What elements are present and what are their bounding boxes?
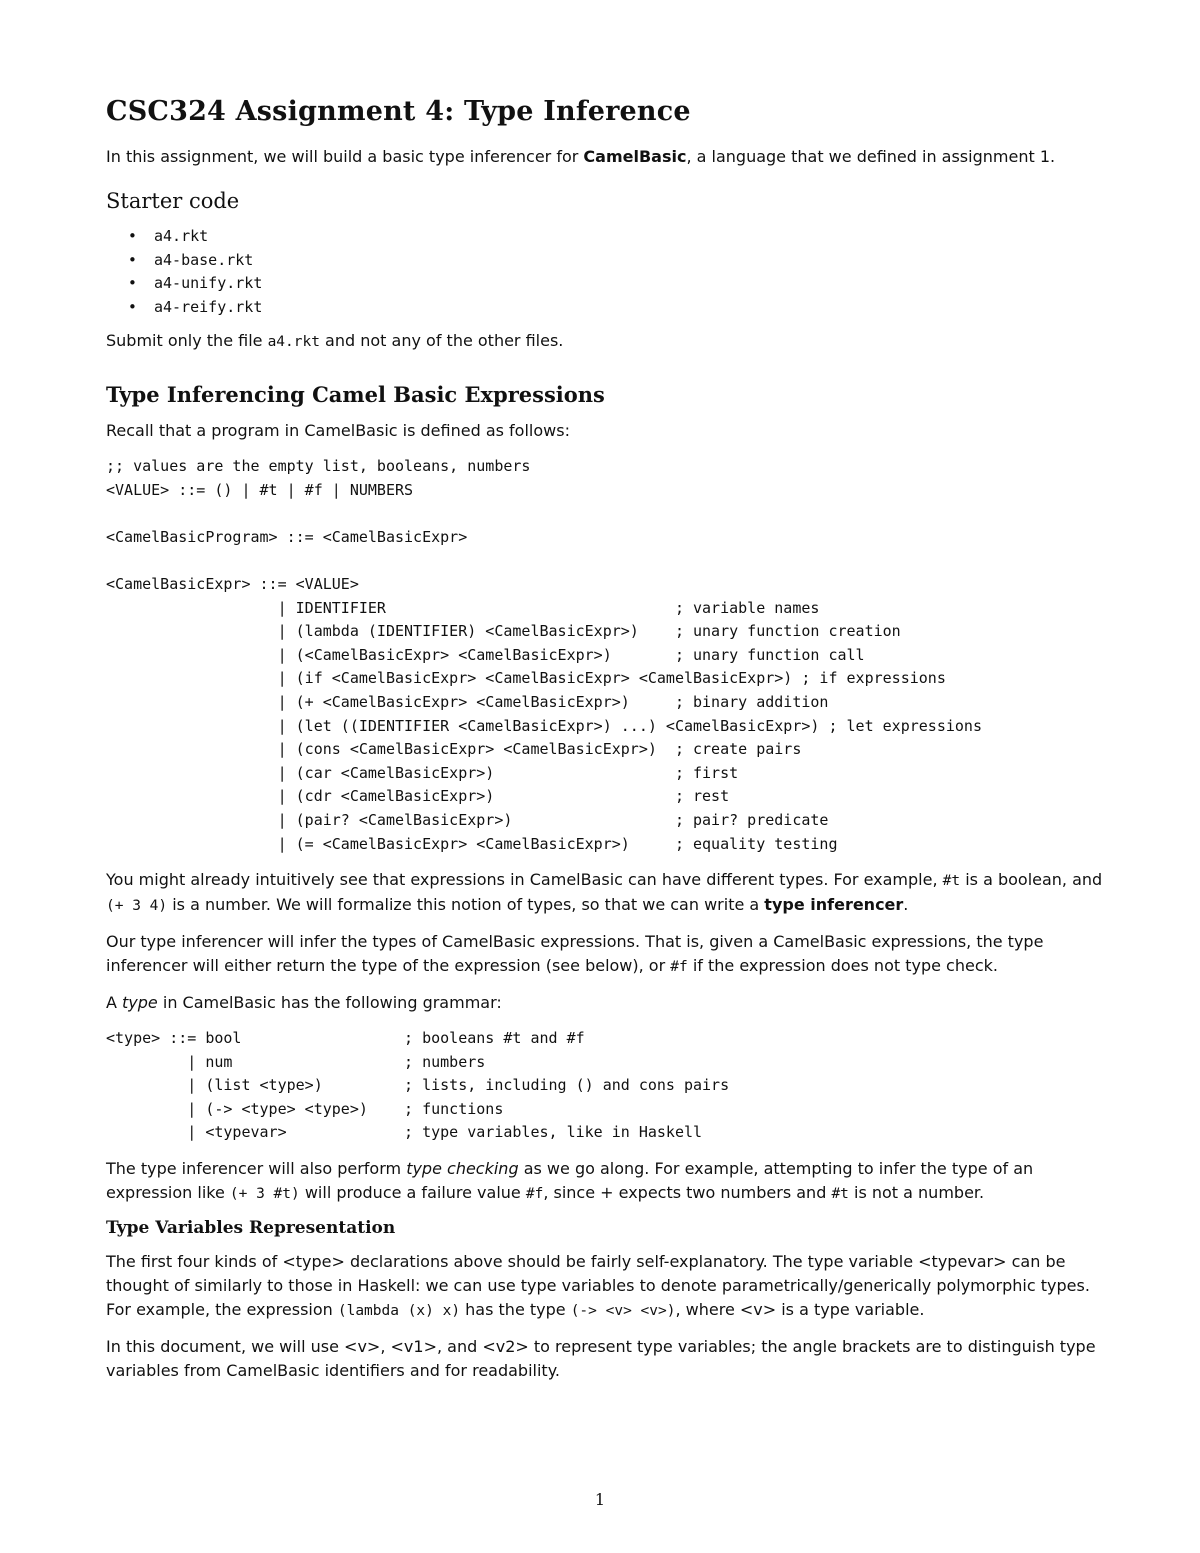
submit-instructions — [106, 329, 1106, 354]
starter-file-item — [106, 296, 1106, 320]
text-span: You might already intuitively see that expressions in CamelBasic can have different types. For example, — [106, 870, 943, 890]
starter-file-name: a4-base.rkt — [154, 250, 254, 269]
page-title: CSC324 Assignment 4: Type Inference — [106, 96, 691, 127]
text-span: will produce a failure value — [299, 1183, 526, 1203]
inline-code: (+ 3 4) — [106, 898, 168, 915]
inline-code: (+ 3 #t) — [229, 1186, 300, 1203]
submit-text-start: Submit only the file — [106, 331, 268, 350]
text-span: The first four kinds of <type> declarations above should be fairly self-explanatory. The type variable <typevar> can be thought of similarly to those in Haskell: we can use type variables to denote parametrically/generically polymorphic types. For example, the expression — [106, 1252, 1090, 1320]
inline-code: #f — [670, 959, 688, 976]
bullet-icon: • — [128, 250, 137, 269]
inline-code: #f — [525, 1186, 544, 1203]
starter-file-item — [106, 225, 1106, 249]
italic-term: type — [122, 993, 158, 1013]
inline-code: #t — [942, 873, 961, 890]
intro-language-name: CamelBasic — [583, 147, 687, 166]
text-span: , where <v> is a type variable. — [675, 1300, 925, 1320]
type-variables-paragraph — [106, 1250, 1106, 1323]
intro-text-end: , a language that we defined in assignment 1. — [686, 147, 1056, 166]
starter-file-item — [106, 249, 1106, 273]
starter-code-heading: Starter code — [106, 189, 240, 213]
text-span: if the expression does not type check. — [687, 956, 998, 976]
inferencer-paragraph — [106, 930, 1106, 979]
bullet-icon: • — [128, 227, 137, 245]
recall-paragraph: Recall that a program in CamelBasic is defined as follows: — [106, 421, 570, 440]
subsection-heading: Type Variables Representation — [106, 1218, 396, 1239]
text-span: Our type inferencer will infer the types of CamelBasic expressions. That is, given a CamelBasic expressions, the type inferencer will either return the type of the expression (see below), or — [106, 932, 1044, 976]
starter-file-item — [106, 272, 1106, 296]
document-page — [106, 96, 1106, 1395]
intro-text-start: In this assignment, we will build a basic type inferencer for — [106, 147, 584, 166]
submit-text-end: and not any of the other files. — [319, 331, 564, 350]
bullet-icon: • — [128, 274, 137, 292]
starter-files-list — [106, 225, 1106, 319]
type-variables-notation-paragraph: In this document, we will use <v>, <v1>, and <v2> to represent type variables; the angle brackets are to distinguish type variables from CamelBasic identifiers and for readability. — [106, 1337, 1096, 1381]
starter-file-name: a4-reify.rkt — [154, 297, 263, 316]
type-grammar-intro — [106, 991, 1106, 1015]
text-span: The type inferencer will also perform — [106, 1159, 407, 1179]
types-intro-paragraph — [106, 868, 1106, 918]
italic-term: type checking — [406, 1159, 519, 1179]
starter-file-name: a4.rkt — [154, 227, 209, 245]
inline-code: (-> <v> <v>) — [570, 1303, 676, 1320]
starter-file-name: a4-unify.rkt — [154, 274, 263, 292]
bold-term: type inferencer — [764, 895, 904, 915]
type-checking-paragraph — [106, 1157, 1106, 1206]
type-grammar-code-block: <type> ::= bool ; booleans #t and #f | num ; numbers | (list <type>) ; lists, including () and cons pairs | (-> <type> <type>) ; functions | <typevar> ; type variables, like in Haskell — [106, 1029, 730, 1142]
bullet-icon: • — [128, 297, 137, 316]
page-number: 1 — [594, 1490, 606, 1509]
text-span: , since + expects two numbers and — [543, 1183, 832, 1203]
text-span: has the type — [460, 1300, 571, 1320]
text-span: in CamelBasic has the following grammar: — [157, 993, 502, 1013]
inline-code: #t — [831, 1186, 849, 1203]
section-heading: Type Inferencing Camel Basic Expressions — [106, 382, 605, 407]
text-span: is a number. We will formalize this notion of types, so that we can write a — [167, 895, 765, 915]
inline-code: (lambda (x) x) — [337, 1303, 461, 1320]
text-span: . — [903, 895, 909, 915]
text-span: is a boolean, and — [960, 870, 1103, 890]
intro-paragraph — [106, 145, 1106, 169]
submit-file-name: a4.rkt — [267, 334, 320, 350]
text-span: is not a number. — [848, 1183, 985, 1203]
text-span: A — [106, 993, 123, 1013]
grammar-code-block: ;; values are the empty list, booleans, numbers <VALUE> ::= () | #t | #f | NUMBERS <CamelBasicProgram> ::= <CamelBasicExpr> <CamelBasicExpr> ::= <VALUE> | IDENTIFIER ; variable names | (lambda (IDENTIFIER) <CamelBasicExpr>) ; unary function creation | (<CamelBasicExpr> <CamelBasicExpr>) ; unary function call | (if <CamelBasicExpr> <CamelBasicExpr> <CamelBasicExpr>) ; if expressions | (+ <CamelBasicExpr> <CamelBasicExpr>) ; binary addition | (let ((IDENTIFIER <CamelBasicExpr>) ...) <CamelBasicExpr>) ; let expressions | (cons <CamelBasicExpr> <CamelBasicExpr>) ; create pairs | (car <CamelBasicExpr>) ; first | (cdr <CamelBasicExpr>) ; rest | (pair? <CamelBasicExpr>) ; pair? predicate | (= <CamelBasicExpr> <CamelBasicExpr>) ; equality testing — [106, 457, 982, 853]
text-span: as we go along. For example, attempting to infer the type of an expression like — [106, 1159, 1034, 1203]
